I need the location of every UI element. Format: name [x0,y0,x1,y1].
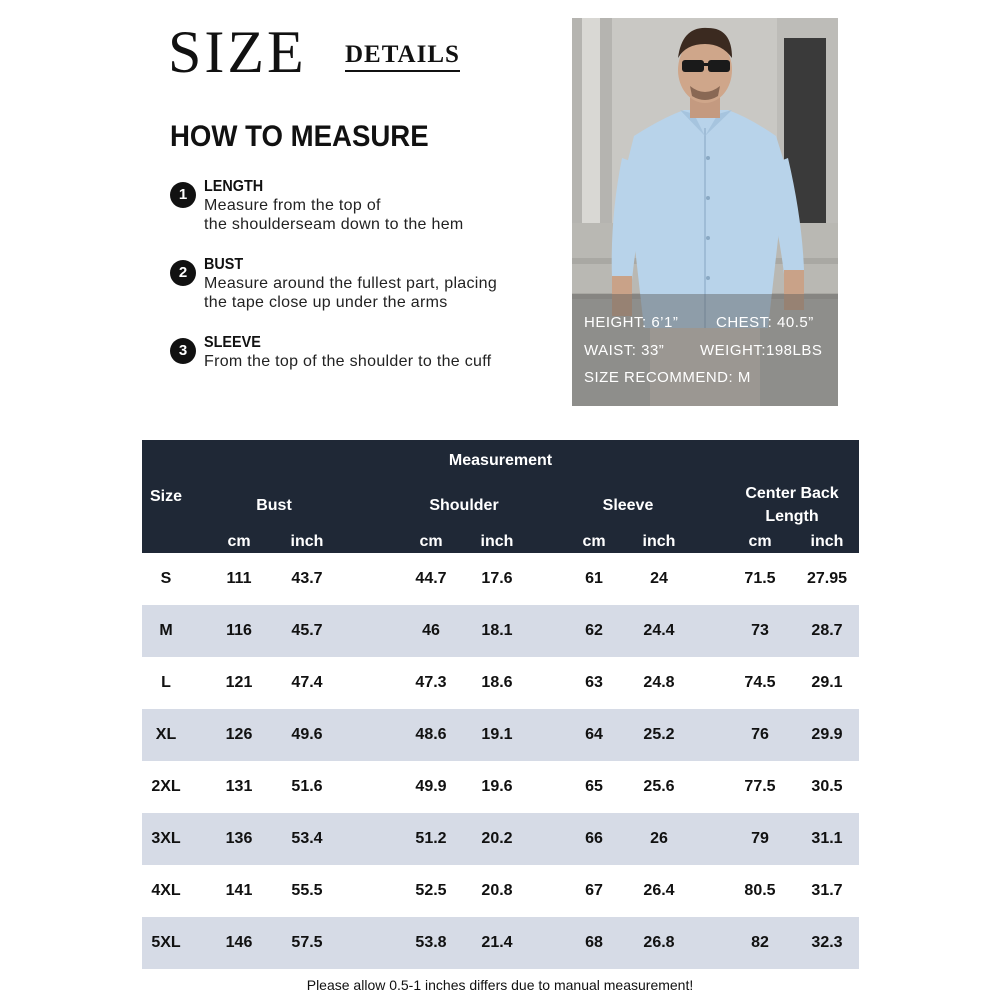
center-back-length-header: Center Back [745,485,839,502]
title-details: DETAILS [345,42,460,72]
measurement-cell: 18.6 [481,674,513,691]
center-back-length-header-line2: Length [765,508,819,525]
size-column-header: Size [149,488,182,505]
measurement-cell: 43.7 [291,570,323,587]
unit-label: inch [642,533,676,550]
title-size: SIZE [168,19,307,85]
table-row [142,709,859,761]
measurement-cell: 65 [585,778,603,795]
model-weight: WEIGHT:198LBS [700,342,823,359]
size-cell: M [159,622,173,639]
model-height: HEIGHT: 6’1” [584,314,679,331]
measurement-cell: 25.6 [643,778,675,795]
step-description-line: Measure around the fullest part, placing [204,275,498,292]
step-description-line: From the top of the shoulder to the cuff [204,353,492,370]
measurement-cell: 18.1 [481,622,513,639]
measurement-cell: 141 [225,882,253,899]
measurement-cell: 49.9 [415,778,447,795]
measurement-cell: 26.4 [643,882,675,899]
measurement-cell: 45.7 [291,622,323,639]
measure-step-sleeve [170,334,560,371]
measurement-cell: 26.8 [643,934,675,951]
measurement-cell: 53.4 [291,830,323,847]
measurement-cell: 76 [751,726,769,743]
table-body [142,553,859,969]
step-description-line: Measure from the top of [204,197,381,214]
measurement-cell: 47.3 [415,674,447,691]
measurement-cell: 136 [225,830,253,847]
measurement-cell: 46 [422,622,440,639]
unit-label: inch [290,533,324,550]
measurement-cell: 24.4 [643,622,675,639]
measurement-cell: 51.6 [291,778,323,795]
model-waist: WAIST: 33” [584,342,665,359]
sleeve-column-header: Sleeve [602,497,654,514]
size-chart-table [142,440,859,969]
measurement-cell: 48.6 [415,726,447,743]
measurement-cell: 73 [751,622,769,639]
unit-label: cm [227,533,251,550]
measurement-cell: 19.1 [481,726,513,743]
measurement-cell: 21.4 [481,934,513,951]
table-header [142,440,859,553]
measurement-cell: 51.2 [415,830,447,847]
table-row [142,865,859,917]
measurement-note: Please allow 0.5-1 inches differs due to manual measurement! [306,977,694,993]
measure-step-length [170,178,560,234]
measurement-cell: 66 [585,830,603,847]
measurement-cell: 80.5 [744,882,776,899]
measurement-cell: 55.5 [291,882,323,899]
step-title: BUST [204,256,244,273]
step-title: LENGTH [204,178,264,195]
table-row [142,761,859,813]
measurement-cell: 67 [585,882,603,899]
measurement-cell: 27.95 [806,570,848,587]
measurement-cell: 28.7 [811,622,843,639]
measurement-cell: 71.5 [744,570,776,587]
measurement-cell: 52.5 [415,882,447,899]
measurement-cell: 116 [226,622,252,639]
table-row [142,553,859,605]
measurement-cell: 63 [585,674,603,691]
model-info-overlay [572,294,838,406]
unit-label: inch [810,533,844,550]
size-cell: 4XL [151,882,181,899]
unit-label: cm [748,533,772,550]
unit-label: cm [419,533,443,550]
measurement-cell: 126 [225,726,253,743]
measurement-cell: 30.5 [811,778,843,795]
measurement-cell: 24 [650,570,668,587]
step-title: SLEEVE [204,334,261,351]
measurement-cell: 82 [751,934,769,951]
measurement-cell: 25.2 [643,726,675,743]
measurement-cell: 53.8 [415,934,447,951]
measurement-cell: 26 [650,830,668,847]
table-row [142,657,859,709]
measurement-cell: 68 [585,934,603,951]
measurement-cell: 47.4 [291,674,323,691]
bust-column-header: Bust [256,497,292,514]
measurement-cell: 31.7 [811,882,843,899]
measurement-cell: 121 [225,674,253,691]
step-number-badge: 1 [170,182,196,208]
measurement-cell: 62 [585,622,603,639]
size-cell: L [161,674,171,691]
measurement-group-header: Measurement [448,452,553,469]
table-row [142,605,859,657]
model-photo [572,18,838,406]
table-row [142,813,859,865]
unit-label: cm [582,533,606,550]
model-chest: CHEST: 40.5” [716,314,814,331]
measurement-cell: 29.1 [811,674,843,691]
measurement-cell: 79 [751,830,769,847]
measurement-cell: 20.8 [481,882,513,899]
measurement-cell: 146 [225,934,253,951]
shoulder-column-header: Shoulder [429,497,499,514]
table-row [142,917,859,969]
how-to-measure-heading: HOW TO MEASURE [170,120,429,153]
measurement-cell: 32.3 [811,934,843,951]
measurement-cell: 77.5 [744,778,776,795]
unit-label: inch [480,533,514,550]
step-number-badge: 3 [170,338,196,364]
model-size-recommend: SIZE RECOMMEND: M [584,369,751,386]
size-cell: 5XL [151,934,181,951]
measurement-cell: 61 [585,570,603,587]
measurement-cell: 111 [226,570,252,587]
measurement-cell: 31.1 [811,830,843,847]
step-description-line: the shoulderseam down to the hem [204,216,464,233]
step-number-badge: 2 [170,260,196,286]
measurement-cell: 20.2 [481,830,513,847]
measurement-cell: 44.7 [415,570,447,587]
measure-step-bust [170,256,560,312]
measurement-cell: 74.5 [744,674,776,691]
measurement-cell: 49.6 [291,726,323,743]
measurement-cell: 57.5 [291,934,323,951]
step-description-line: the tape close up under the arms [204,294,448,311]
measurement-cell: 24.8 [643,674,675,691]
measurement-cell: 19.6 [481,778,513,795]
measurement-cell: 29.9 [811,726,843,743]
measurement-cell: 131 [225,778,253,795]
size-cell: S [160,570,172,587]
measurement-cell: 17.6 [481,570,513,587]
size-cell: 2XL [151,778,181,795]
measurement-cell: 64 [585,726,603,743]
size-cell: XL [155,726,177,743]
size-cell: 3XL [151,830,181,847]
